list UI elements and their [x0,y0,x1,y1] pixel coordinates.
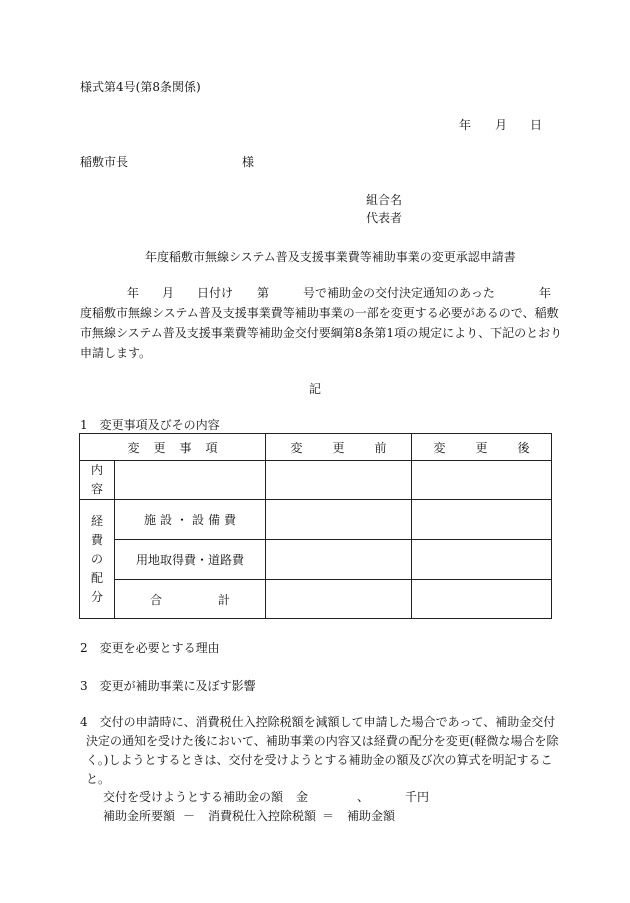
section3-heading: 3 変更が補助事業に及ぼす影響 [80,679,256,693]
row-land-label: 用地取得費・道路費 [115,540,266,580]
section4-line3: く。)しようとするときは、交付を受けようとする補助金の額及び次の算式を明記するこ [86,753,553,767]
keihi-label: 経 費 の 配 分 [80,500,115,619]
amount-label: 交付を受けようとする補助金の額 [103,790,284,804]
total-after-cell [412,580,552,619]
land-after-cell [412,540,552,580]
amount-unit: 千円 [405,790,430,804]
body-no: 第 [257,286,270,300]
association-label: 組合名 [366,193,403,207]
land-before-cell [266,540,412,580]
section4-line1: 4 交付の申請時に、消費税仕入控除税額を減額して申請した場合であって、補助金交付 [80,715,556,729]
section2-heading: 2 変更を必要とする理由 [80,641,220,655]
formula-minus: － [183,809,196,823]
body-line1-rest: 号で補助金の交付決定通知のあった [303,286,495,300]
ki-mark: 記 [309,382,322,396]
amount-comma: 、 [357,790,370,804]
date-year: 年 [459,118,472,132]
header-change-item: 変 更 事 項 [80,434,266,461]
facility-after-cell [412,500,552,540]
facility-before-cell [266,500,412,540]
formula-result: 補助金額 [347,809,396,823]
body-line4: 申請します。 [80,346,152,360]
body-month: 月 [162,286,175,300]
row-total-label: 合 計 [115,580,266,619]
addressee-honorific: 様 [242,155,255,169]
body-dated: 日付け [197,286,234,300]
body-year: 年 [127,286,140,300]
date-month: 月 [495,118,508,132]
header-after: 変 更 後 [412,434,552,461]
row-facility-label: 施 設 ・ 設 備 費 [115,500,266,540]
formula-tax: 消費税仕入控除税額 [208,809,317,823]
section1-heading: 1 変更事項及びその内容 [80,418,220,432]
formula-equals: ＝ [322,809,335,823]
form-header: 様式第4号(第8条関係) [80,80,201,94]
naiyo-label: 内 容 [80,461,115,500]
body-year2: 年 [539,286,552,300]
naiyo-before-cell [266,461,412,500]
naiyo-item-cell [115,461,266,500]
body-line2: 度稲敷市無線システム普及支援事業費等補助事業の一部を変更する必要があるので、稲敷 [80,306,559,320]
section4-line2: 決定の通知を受けた後において、補助事業の内容又は経費の配分を変更(軽微な場合を除 [86,734,559,748]
change-table [79,433,552,619]
addressee-name: 稲敷市長 [80,155,129,169]
amount-kin: 金 [296,790,309,804]
naiyo-after-cell [412,461,552,500]
formula-required: 補助金所要額 [103,809,176,823]
representative-label: 代表者 [366,211,403,225]
document-title: 年度稲敷市無線システム普及支援事業費等補助事業の変更承認申請書 [145,250,516,264]
section4-line4: と。 [86,772,111,786]
total-before-cell [266,580,412,619]
header-before: 変 更 前 [266,434,412,461]
date-day: 日 [530,118,543,132]
body-line3: 市無線システム普及支援事業費等補助金交付要綱第8条第1項の規定により、下記のとおり [80,326,563,340]
